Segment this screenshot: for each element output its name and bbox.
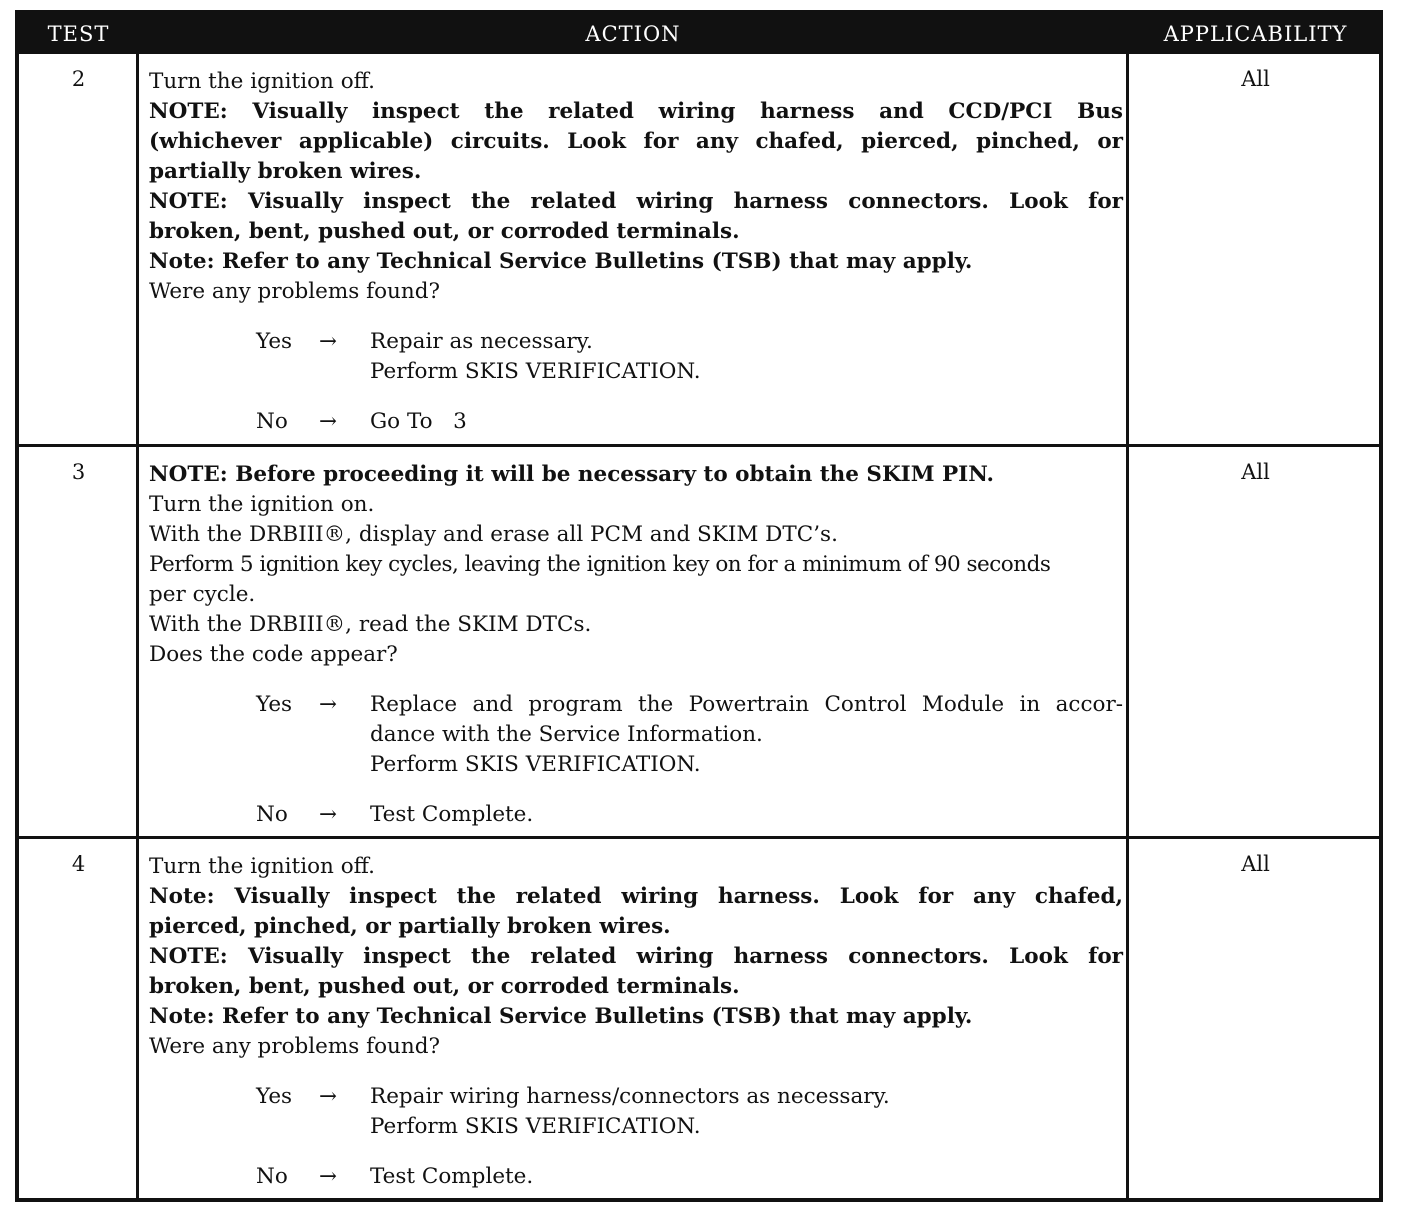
note-line: Note: Refer to any Technical Service Bulletins (TSB) that may apply.	[149, 249, 973, 274]
column-divider	[1126, 54, 1129, 1198]
no-label: No	[256, 409, 288, 434]
arrow-icon: →	[319, 802, 338, 827]
action-line: Turn the ignition on.	[149, 492, 375, 517]
yes-answer	[149, 1082, 1123, 1112]
question-line: Does the code appear?	[149, 642, 398, 667]
action-line: per cycle.	[149, 582, 256, 607]
action-line: With the DRBIII®, read the SKIM DTCs.	[149, 612, 592, 637]
diagnostic-table	[15, 10, 1383, 1202]
applicability-value: All	[1241, 67, 1270, 91]
yes-label: Yes	[256, 1084, 293, 1109]
note-line: pierced, pinched, or partially broken wires.	[149, 914, 671, 939]
no-result: Go To 3	[370, 409, 467, 434]
yes-result: Perform SKIS VERIFICATION.	[370, 752, 701, 777]
test-number: 2	[71, 67, 86, 91]
note-line: broken, bent, pushed out, or corroded terminals.	[149, 974, 740, 999]
yes-result: Perform SKIS VERIFICATION.	[370, 1114, 701, 1139]
test-number: 3	[71, 460, 86, 484]
no-result: Test Complete.	[370, 1164, 534, 1189]
yes-label: Yes	[256, 329, 293, 354]
yes-result: Replace and program the Powertrain Control Module in accor-	[370, 692, 1123, 717]
action-line: With the DRBIII®, display and erase all PCM and SKIM DTC’s.	[149, 522, 838, 547]
arrow-icon: →	[319, 692, 338, 717]
note-line: NOTE: Visually inspect the related wiring harness and CCD/PCI Bus	[149, 99, 1123, 124]
action-cell	[149, 852, 1123, 1192]
question-line: Were any problems found?	[149, 279, 441, 304]
header-action: ACTION	[585, 22, 681, 46]
question-line: Were any problems found?	[149, 1034, 441, 1059]
arrow-icon: →	[319, 329, 338, 354]
yes-answer	[149, 690, 1123, 720]
action-line: Turn the ignition off.	[149, 69, 375, 94]
yes-result: Repair wiring harness/connectors as necessary.	[370, 1084, 890, 1109]
arrow-icon: →	[319, 409, 338, 434]
action-cell	[149, 67, 1123, 437]
applicability-value: All	[1241, 460, 1270, 484]
action-line: Perform 5 ignition key cycles, leaving the ignition key on for a minimum of 90 seconds	[149, 552, 1051, 577]
yes-result: Repair as necessary.	[370, 329, 593, 354]
note-line: NOTE: Visually inspect the related wiring harness connectors. Look for	[149, 189, 1123, 214]
note-line: Note: Visually inspect the related wiring harness. Look for any chafed,	[149, 884, 1123, 909]
no-label: No	[256, 802, 288, 827]
note-line: Note: Refer to any Technical Service Bulletins (TSB) that may apply.	[149, 1004, 973, 1029]
header-test: TEST	[47, 22, 110, 46]
row-divider	[19, 836, 1379, 839]
no-answer	[149, 1162, 1123, 1192]
action-line: Turn the ignition off.	[149, 854, 375, 879]
applicability-value: All	[1241, 852, 1270, 876]
note-line: broken, bent, pushed out, or corroded terminals.	[149, 219, 740, 244]
no-answer	[149, 407, 1123, 437]
arrow-icon: →	[319, 1164, 338, 1189]
yes-answer	[149, 327, 1123, 357]
header-applicability: APPLICABILITY	[1163, 22, 1348, 46]
test-number: 4	[71, 852, 86, 876]
table-header	[19, 14, 1379, 54]
yes-result: Perform SKIS VERIFICATION.	[370, 359, 701, 384]
note-line: (whichever applicable) circuits. Look for any chafed, pierced, pinched, or	[149, 129, 1123, 154]
note-line: NOTE: Before proceeding it will be necessary to obtain the SKIM PIN.	[149, 462, 994, 487]
yes-result: dance with the Service Information.	[370, 722, 763, 747]
note-line: partially broken wires.	[149, 159, 422, 184]
row-divider	[19, 444, 1379, 447]
arrow-icon: →	[319, 1084, 338, 1109]
no-result: Test Complete.	[370, 802, 534, 827]
yes-label: Yes	[256, 692, 293, 717]
column-divider	[136, 54, 139, 1198]
action-cell	[149, 460, 1123, 830]
note-line: NOTE: Visually inspect the related wiring harness connectors. Look for	[149, 944, 1123, 969]
no-label: No	[256, 1164, 288, 1189]
no-answer	[149, 800, 1123, 830]
